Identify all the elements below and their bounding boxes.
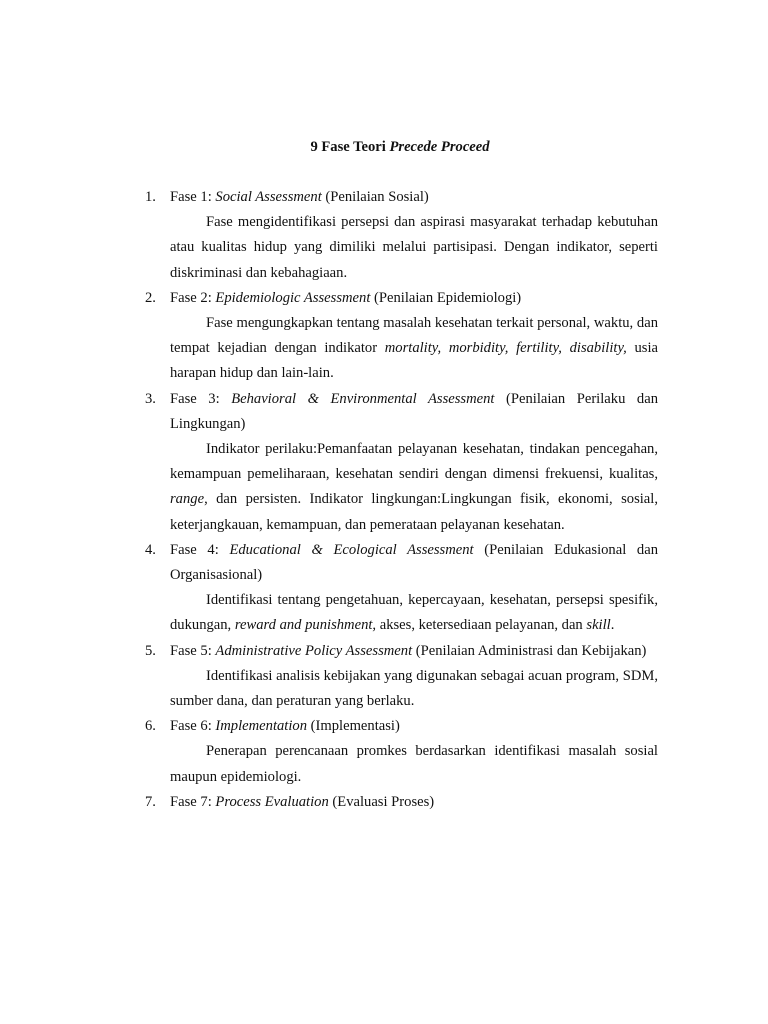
phase-translation: (Penilaian Perilaku dan Lingkungan) [170, 390, 658, 432]
description-segment: Fase mengungkapkan tentang masalah kesehatan terkait personal, waktu, dan tempat kejadian dengan indikator [170, 315, 658, 357]
phase-translation: (Evaluasi Proses) [328, 793, 435, 810]
phase-label: Fase 4: [170, 541, 230, 558]
title-italic: Precede Proceed [389, 139, 490, 155]
phase-label: Fase 6: [170, 718, 216, 735]
phase-translation: (Penilaian Sosial) [321, 189, 429, 205]
phase-list [145, 185, 658, 815]
description-segment: skill [586, 617, 611, 634]
phase-label: Fase 1: [170, 189, 216, 205]
phase-description [170, 311, 658, 387]
phase-heading [170, 185, 658, 210]
phase-item [145, 538, 658, 639]
description-segment: akses, ketersediaan pelayanan, dan [376, 617, 587, 634]
phase-item [145, 185, 658, 286]
phase-name: Behavioral & Environmental Assessment [231, 390, 495, 407]
phase-name: Implementation [215, 718, 308, 735]
phase-number: 7. [145, 793, 156, 810]
phase-number: 4. [145, 541, 156, 558]
phase-number: 1. [145, 189, 156, 205]
phase-translation: (Implementasi) [307, 718, 400, 735]
phase-label: Fase 3: [170, 390, 232, 407]
phase-heading [170, 790, 658, 815]
phase-item [145, 639, 658, 715]
phase-item [145, 714, 658, 790]
phase-translation: (Penilaian Administrasi dan Kebijakan) [412, 642, 647, 659]
phase-label: Fase 2: [170, 289, 216, 306]
description-segment: , dan persisten. Indikator lingkungan:Lingkungan fisik, ekonomi, sosial, keterjangkauan, kemampuan, dan pemerataan pelayanan kesehatan. [170, 491, 658, 533]
description-segment: Identifikasi tentang pengetahuan, kepercayaan, kesehatan, persepsi spesifik, dukungan, [170, 592, 658, 634]
phase-heading [170, 387, 658, 437]
phase-number: 6. [145, 718, 156, 735]
phase-name: Educational & Ecological Assessment [229, 541, 474, 558]
phase-name: Administrative Policy Assessment [215, 642, 413, 659]
phase-description [170, 437, 658, 538]
phase-item [145, 286, 658, 387]
phase-name: Process Evaluation [215, 793, 329, 810]
title-prefix: 9 Fase Teori [310, 139, 390, 155]
phase-translation: (Penilaian Epidemiologi) [370, 289, 522, 306]
phase-name: Social Assessment [215, 189, 322, 205]
page-title [0, 138, 768, 156]
description-segment: reward and punishment, [234, 617, 377, 634]
phase-description [170, 210, 658, 286]
phase-number: 3. [145, 390, 156, 407]
description-segment: range [170, 491, 205, 508]
phase-description [170, 739, 658, 789]
phase-name: Epidemiologic Assessment [215, 289, 371, 306]
phase-description [170, 664, 658, 714]
phase-heading [170, 714, 658, 739]
phase-number: 5. [145, 642, 156, 659]
description-segment: usia harapan hidup dan lain-lain. [170, 340, 658, 382]
description-segment: Indikator perilaku:Pemanfaatan pelayanan kesehatan, tindakan pencegahan, kemampuan pemeliharaan, kesehatan sendiri dengan dimensi frekuensi, kualitas, [170, 441, 658, 483]
phase-item [145, 790, 658, 815]
phase-item [145, 387, 658, 538]
description-segment: Fase mengidentifikasi persepsi dan aspirasi masyarakat terhadap kebutuhan atau kualitas hidup yang dimiliki melalui partisipasi. Dengan indikator, seperti diskriminasi dan kebahagiaan. [170, 214, 658, 281]
phase-translation: (Penilaian Edukasional dan Organisasional) [170, 541, 658, 584]
phase-label: Fase 5: [170, 642, 216, 659]
phase-label: Fase 7: [170, 793, 216, 810]
description-segment: Penerapan perencanaan promkes berdasarkan identifikasi masalah sosial maupun epidemiologi. [170, 743, 658, 785]
phase-heading [170, 538, 658, 588]
phase-description [170, 588, 658, 638]
description-segment: mortality, morbidity, fertility, disability, [384, 340, 627, 357]
description-segment: . [610, 617, 615, 634]
phase-number: 2. [145, 289, 156, 306]
description-segment: Identifikasi analisis kebijakan yang digunakan sebagai acuan program, SDM, sumber dana, dan peraturan yang berlaku. [170, 667, 658, 710]
phase-heading [170, 286, 658, 311]
phase-heading [170, 639, 658, 664]
